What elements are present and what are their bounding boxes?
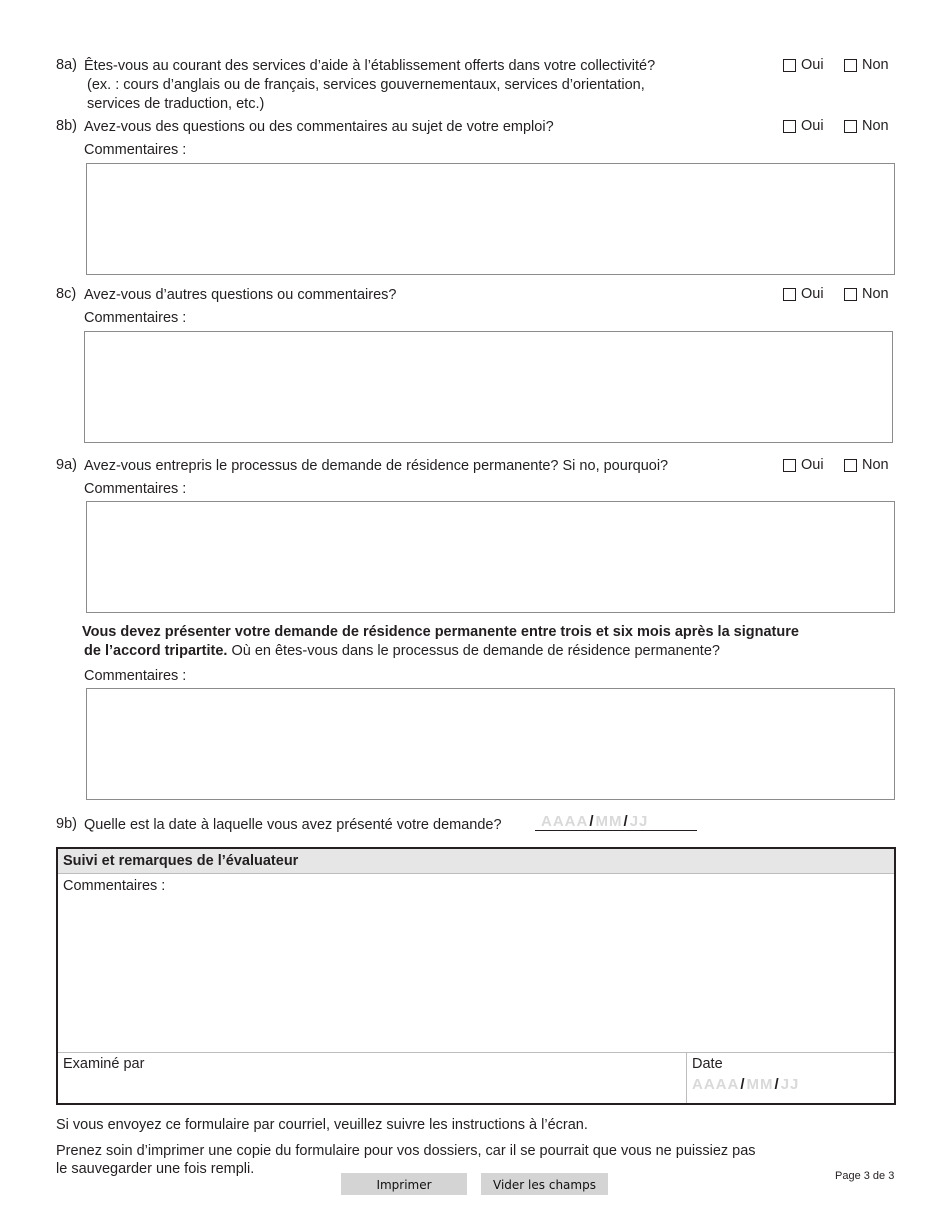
- q8a-no-label: Non: [862, 57, 889, 73]
- q8b-comments-label: Commentaires :: [84, 142, 187, 158]
- question-number-8b: 8b): [56, 118, 77, 134]
- date-separator: /: [774, 1076, 780, 1093]
- question-number-8c: 8c): [56, 286, 77, 302]
- date-separator: /: [623, 813, 629, 830]
- evaluator-date-input[interactable]: [692, 1076, 799, 1093]
- question-9b-text: Quelle est la date à laquelle vous avez présenté votre demande?: [84, 817, 502, 833]
- q9a-yes-label: Oui: [801, 457, 824, 473]
- q8b-comments-textarea[interactable]: [86, 163, 895, 275]
- q9b-date-input[interactable]: [535, 810, 697, 831]
- evaluator-comments-label: Commentaires :: [63, 878, 166, 894]
- q8c-yes-checkbox[interactable]: [783, 288, 796, 301]
- email-instructions: Si vous envoyez ce formulaire par courriel, veuillez suivre les instructions à l’écran.: [56, 1117, 588, 1133]
- q8b-yes-label: Oui: [801, 118, 824, 134]
- date-separator: /: [740, 1076, 746, 1093]
- date-month-placeholder: MM: [595, 813, 623, 830]
- notice-second-line: [82, 642, 872, 661]
- evaluator-comments-textarea[interactable]: [58, 897, 894, 1052]
- date-day-placeholder: JJ: [780, 1076, 800, 1093]
- q8c-no-label: Non: [862, 286, 889, 302]
- q8b-no-checkbox[interactable]: [844, 120, 857, 133]
- notice-comments-textarea[interactable]: [86, 688, 895, 800]
- notice-bold-line: Vous devez présenter votre demande de résidence permanente entre trois et six mois après la signature: [82, 624, 799, 640]
- examined-by-input[interactable]: [58, 1075, 684, 1103]
- q8a-yes-option[interactable]: [783, 57, 824, 73]
- q8c-comments-label: Commentaires :: [84, 310, 187, 326]
- q8a-no-checkbox[interactable]: [844, 59, 857, 72]
- question-8a-line-2: (ex. : cours d’anglais ou de français, services gouvernementaux, services d’orientation,: [87, 77, 645, 93]
- examined-by-label: Examiné par: [63, 1056, 145, 1072]
- print-instructions-line-1: Prenez soin d’imprimer une copie du formulaire pour vos dossiers, car il se pourrait que vous ne puissiez pas: [56, 1143, 756, 1159]
- q8b-yes-option[interactable]: [783, 118, 824, 134]
- notice-question: Où en êtes-vous dans le processus de demande de résidence permanente?: [227, 643, 720, 659]
- clear-fields-button[interactable]: Vider les champs: [481, 1173, 608, 1195]
- notice-bold-part: de l’accord tripartite.: [84, 643, 228, 659]
- q8c-no-checkbox[interactable]: [844, 288, 857, 301]
- evaluator-date-label: Date: [692, 1056, 723, 1072]
- q9a-comments-textarea[interactable]: [86, 501, 895, 613]
- date-month-placeholder: MM: [746, 1076, 774, 1093]
- q9a-no-option[interactable]: [844, 457, 889, 473]
- question-8c-text: Avez-vous d’autres questions ou commentaires?: [84, 287, 397, 303]
- q8c-yes-label: Oui: [801, 286, 824, 302]
- evaluator-panel-title: Suivi et remarques de l’évaluateur: [58, 849, 894, 874]
- q8a-yes-checkbox[interactable]: [783, 59, 796, 72]
- print-button[interactable]: Imprimer: [341, 1173, 467, 1195]
- date-year-placeholder: AAAA: [692, 1076, 740, 1093]
- question-number-9b: 9b): [56, 816, 77, 832]
- q9a-comments-label: Commentaires :: [84, 481, 187, 497]
- q8c-no-option[interactable]: [844, 286, 889, 302]
- evaluator-divider: [58, 1052, 894, 1053]
- date-year-placeholder: AAAA: [541, 813, 589, 830]
- question-8a-text: [84, 57, 764, 114]
- q9a-no-label: Non: [862, 457, 889, 473]
- date-separator: /: [589, 813, 595, 830]
- q8b-no-option[interactable]: [844, 118, 889, 134]
- q8c-yes-option[interactable]: [783, 286, 824, 302]
- q9a-no-checkbox[interactable]: [844, 459, 857, 472]
- q9a-yes-option[interactable]: [783, 457, 824, 473]
- question-9a-text: Avez-vous entrepris le processus de demande de résidence permanente? Si no, pourquoi?: [84, 458, 669, 474]
- q8b-no-label: Non: [862, 118, 889, 134]
- evaluator-panel: [56, 847, 896, 1105]
- page-number: Page 3 de 3: [835, 1170, 895, 1182]
- evaluator-column-divider: [686, 1052, 687, 1103]
- q8c-comments-textarea[interactable]: [84, 331, 893, 443]
- notice-comments-label: Commentaires :: [84, 668, 187, 684]
- q8a-yes-label: Oui: [801, 57, 824, 73]
- question-8a-line-1: Êtes-vous au courant des services d’aide à l’établissement offerts dans votre collectivité?: [84, 58, 656, 74]
- date-day-placeholder: JJ: [629, 813, 649, 830]
- question-8a-line-3: services de traduction, etc.): [87, 96, 265, 112]
- q9a-yes-checkbox[interactable]: [783, 459, 796, 472]
- q8b-yes-checkbox[interactable]: [783, 120, 796, 133]
- question-number-8a: 8a): [56, 57, 77, 73]
- print-instructions-line-2: le sauvegarder une fois rempli.: [56, 1161, 255, 1177]
- question-8b-text: Avez-vous des questions ou des commentaires au sujet de votre emploi?: [84, 119, 554, 135]
- question-number-9a: 9a): [56, 457, 77, 473]
- q8a-no-option[interactable]: [844, 57, 889, 73]
- permanent-residence-notice: [82, 623, 872, 661]
